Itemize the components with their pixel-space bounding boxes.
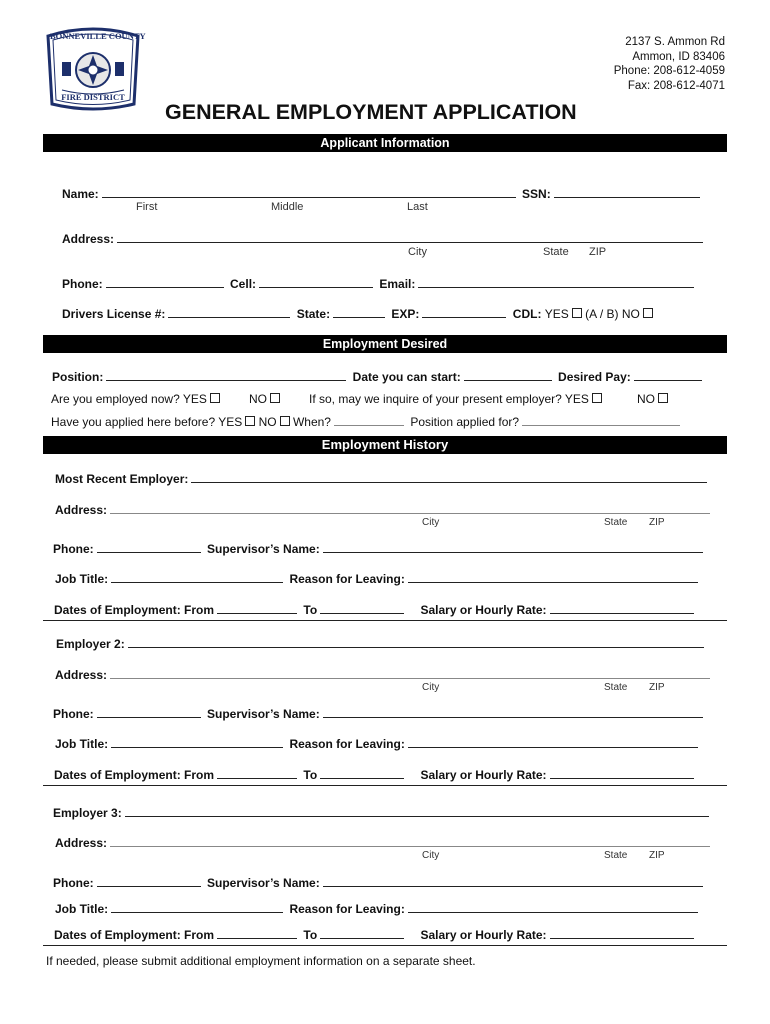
- employer2-field[interactable]: [128, 636, 704, 648]
- employed-no-option[interactable]: [249, 392, 280, 406]
- street-line: 2137 S. Ammon Rd: [625, 36, 725, 48]
- employer2-reason-label: Reason for Leaving:: [289, 737, 405, 751]
- employer1-salary-label: Salary or Hourly Rate:: [420, 603, 547, 617]
- employer2-salary-label: Salary or Hourly Rate:: [420, 768, 547, 782]
- applied-before-row: [51, 414, 683, 429]
- employer-divider-3: [43, 945, 727, 946]
- employer1-address-field[interactable]: [110, 502, 710, 514]
- employer3-job-title-field[interactable]: [111, 901, 283, 913]
- employer3-phone-row: [53, 875, 706, 890]
- cdl-no-checkbox[interactable]: [643, 308, 653, 318]
- address-field[interactable]: [117, 231, 703, 243]
- ssn-label: SSN:: [522, 187, 551, 201]
- employer2-address-field[interactable]: [110, 667, 710, 679]
- employer1-phone-row: [53, 541, 706, 556]
- phone-line: Phone: 208-612-4059: [613, 65, 725, 77]
- cdl-class-label: (A / B): [585, 307, 619, 321]
- cdl-label: CDL:: [512, 307, 542, 321]
- name-label: Name:: [62, 187, 99, 201]
- employer3-dates-label: Dates of Employment: From: [54, 928, 215, 942]
- employer3-address-label: Address:: [55, 836, 108, 850]
- position-label: Position:: [52, 370, 104, 384]
- employer2-address-row: [55, 667, 713, 682]
- employer1-reason-label: Reason for Leaving:: [289, 572, 405, 586]
- inquire-no-checkbox[interactable]: [658, 393, 668, 403]
- cell-field[interactable]: [259, 276, 373, 288]
- logo-top-text: BONNEVILLE COUNTY: [50, 31, 146, 41]
- employed-no-label: NO: [249, 392, 267, 406]
- license-field[interactable]: [168, 306, 290, 318]
- license-label: Drivers License #:: [62, 307, 166, 321]
- cdl-yes-label: YES: [544, 307, 569, 321]
- employer2-phone-row: [53, 706, 706, 721]
- section-applicant-information: Applicant Information: [43, 134, 727, 152]
- employer2-reason-field[interactable]: [408, 736, 698, 748]
- inquire-yes-label: YES: [564, 392, 589, 406]
- license-state-label: State:: [296, 307, 331, 321]
- employer3-supervisor-label: Supervisor’s Name:: [207, 876, 320, 890]
- employed-yes-checkbox[interactable]: [210, 393, 220, 403]
- employer1-phone-label: Phone:: [53, 542, 94, 556]
- employer1-job-row: [55, 571, 701, 586]
- employer3-phone-field[interactable]: [97, 875, 201, 887]
- phone-label: Phone:: [62, 277, 103, 291]
- email-label: Email:: [379, 277, 416, 291]
- employer3-salary-label: Salary or Hourly Rate:: [420, 928, 547, 942]
- employed-yes-option[interactable]: [183, 392, 220, 406]
- most-recent-employer-field[interactable]: [191, 471, 707, 483]
- employer2-state-caption: State: [604, 682, 628, 693]
- employer1-address-row: [55, 502, 713, 517]
- employer1-city-caption: City: [422, 517, 440, 528]
- applicant-license-row: [62, 306, 653, 321]
- employer1-zip-caption: ZIP: [649, 517, 665, 528]
- last-caption: Last: [407, 201, 428, 213]
- employer2-city-caption: City: [422, 682, 440, 693]
- city-line: Ammon, ID 83406: [632, 50, 725, 63]
- employer3-job-title-label: Job Title:: [55, 902, 109, 916]
- employer3-field[interactable]: [125, 805, 709, 817]
- employer1-to-label: To: [303, 603, 318, 617]
- employer3-from-field[interactable]: [217, 927, 297, 939]
- employer3-state-caption: State: [604, 850, 628, 861]
- page-title: GENERAL EMPLOYMENT APPLICATION: [165, 100, 577, 124]
- when-label: When?: [292, 415, 331, 429]
- employer2-zip-caption: ZIP: [649, 682, 665, 693]
- employer1-address-label: Address:: [55, 503, 108, 517]
- applied-yes-checkbox[interactable]: [245, 416, 255, 426]
- exp-label: EXP:: [391, 307, 420, 321]
- employed-no-checkbox[interactable]: [270, 393, 280, 403]
- desired-pay-label: Desired Pay:: [558, 370, 631, 384]
- desired-pay-field[interactable]: [634, 369, 702, 381]
- license-state-field[interactable]: [333, 306, 385, 318]
- employer1-dates-row: [54, 602, 697, 617]
- org-address-block: [614, 35, 725, 93]
- employer3-job-row: [55, 901, 701, 916]
- applied-no-option[interactable]: [259, 415, 290, 429]
- employer1-phone-field[interactable]: [97, 541, 201, 553]
- section-employment-desired: Employment Desired: [43, 335, 727, 353]
- applied-before-question: Have you applied here before?: [51, 415, 216, 429]
- position-field[interactable]: [106, 369, 346, 381]
- employer1-supervisor-field[interactable]: [323, 541, 703, 553]
- cdl-no-label: NO: [621, 307, 640, 321]
- employer1-job-title-field[interactable]: [111, 571, 283, 583]
- employer3-zip-caption: ZIP: [649, 850, 665, 861]
- middle-caption: Middle: [271, 201, 304, 213]
- employed-now-question: Are you employed now?: [51, 392, 180, 406]
- fire-district-logo: [42, 24, 144, 114]
- start-date-label: Date you can start:: [352, 370, 461, 384]
- employer2-row: [56, 636, 707, 651]
- employer2-phone-field[interactable]: [97, 706, 201, 718]
- employer2-dates-label: Dates of Employment: From: [54, 768, 215, 782]
- name-field[interactable]: [102, 186, 516, 198]
- employer1-from-field[interactable]: [217, 602, 297, 614]
- employer-divider-2: [43, 785, 727, 786]
- employer2-to-field[interactable]: [320, 767, 404, 779]
- employer2-dates-row: [54, 767, 697, 782]
- inquire-question: If so, may we inquire of your present employer?: [309, 392, 562, 406]
- employed-now-row: [51, 392, 220, 406]
- employer1-job-title-label: Job Title:: [55, 572, 109, 586]
- email-field[interactable]: [418, 276, 694, 288]
- inquire-no-option[interactable]: [637, 392, 668, 406]
- applicant-address-row: [62, 231, 706, 246]
- employer2-job-title-label: Job Title:: [55, 737, 109, 751]
- inquire-yes-option[interactable]: [565, 392, 602, 406]
- employer3-to-field[interactable]: [320, 927, 404, 939]
- city-caption: City: [408, 246, 427, 258]
- state-caption: State: [543, 246, 569, 258]
- employer3-address-field[interactable]: [110, 835, 710, 847]
- employer3-row: [53, 805, 712, 820]
- cdl-yes-checkbox[interactable]: [572, 308, 582, 318]
- exp-field[interactable]: [422, 306, 506, 318]
- employer2-address-label: Address:: [55, 668, 108, 682]
- start-date-field[interactable]: [464, 369, 552, 381]
- employer2-phone-label: Phone:: [53, 707, 94, 721]
- employer3-reason-field[interactable]: [408, 901, 698, 913]
- employer3-address-row: [55, 835, 713, 850]
- employer1-supervisor-label: Supervisor’s Name:: [207, 542, 320, 556]
- inquire-no-label: NO: [637, 392, 655, 406]
- cdl-no-option[interactable]: [622, 307, 653, 321]
- employer2-label: Employer 2:: [56, 637, 125, 651]
- employer3-reason-label: Reason for Leaving:: [289, 902, 405, 916]
- section-employment-history: Employment History: [43, 436, 727, 454]
- address-label: Address:: [62, 232, 115, 246]
- most-recent-employer-label: Most Recent Employer:: [55, 472, 189, 486]
- applied-yes-label: YES: [218, 415, 243, 429]
- cdl-yes-option[interactable]: [545, 307, 582, 321]
- employer3-to-label: To: [303, 928, 318, 942]
- position-applied-field[interactable]: [522, 414, 680, 426]
- desired-position-row: [52, 369, 705, 384]
- employer1-state-caption: State: [604, 517, 628, 528]
- applied-no-checkbox[interactable]: [280, 416, 290, 426]
- employer1-reason-field[interactable]: [408, 571, 698, 583]
- logo-bottom-text: FIRE DISTRICT: [61, 92, 125, 102]
- applied-no-label: NO: [258, 415, 277, 429]
- inquire-yes-checkbox[interactable]: [592, 393, 602, 403]
- first-caption: First: [136, 201, 158, 213]
- employer3-dates-row: [54, 927, 697, 942]
- phone-field[interactable]: [106, 276, 224, 288]
- employer3-label: Employer 3:: [53, 806, 122, 820]
- employer2-job-title-field[interactable]: [111, 736, 283, 748]
- employer2-from-field[interactable]: [217, 767, 297, 779]
- footer-note: If needed, please submit additional employment information on a separate sheet.: [46, 954, 476, 968]
- employer2-supervisor-field[interactable]: [323, 706, 703, 718]
- employer2-job-row: [55, 736, 701, 751]
- fax-line: Fax: 208-612-4071: [627, 79, 725, 92]
- employer2-supervisor-label: Supervisor’s Name:: [207, 707, 320, 721]
- employer-divider-1: [43, 620, 727, 621]
- cell-label: Cell:: [230, 277, 257, 291]
- employed-yes-label: YES: [182, 392, 207, 406]
- applicant-name-row: [62, 186, 703, 201]
- employer1-dates-label: Dates of Employment: From: [54, 603, 215, 617]
- employer3-phone-label: Phone:: [53, 876, 94, 890]
- zip-caption: ZIP: [589, 246, 607, 258]
- employer3-city-caption: City: [422, 850, 440, 861]
- employer3-salary-field[interactable]: [550, 927, 694, 939]
- applicant-contact-row: [62, 276, 697, 291]
- employer1-salary-field[interactable]: [550, 602, 694, 614]
- applied-yes-option[interactable]: [218, 415, 255, 429]
- inquire-row: [309, 392, 602, 406]
- employer2-salary-field[interactable]: [550, 767, 694, 779]
- ssn-field[interactable]: [554, 186, 700, 198]
- most-recent-employer-row: [55, 471, 710, 486]
- employer1-to-field[interactable]: [320, 602, 404, 614]
- employer2-to-label: To: [303, 768, 318, 782]
- when-field[interactable]: [334, 414, 404, 426]
- employer3-supervisor-field[interactable]: [323, 875, 703, 887]
- position-applied-label: Position applied for?: [410, 415, 520, 429]
